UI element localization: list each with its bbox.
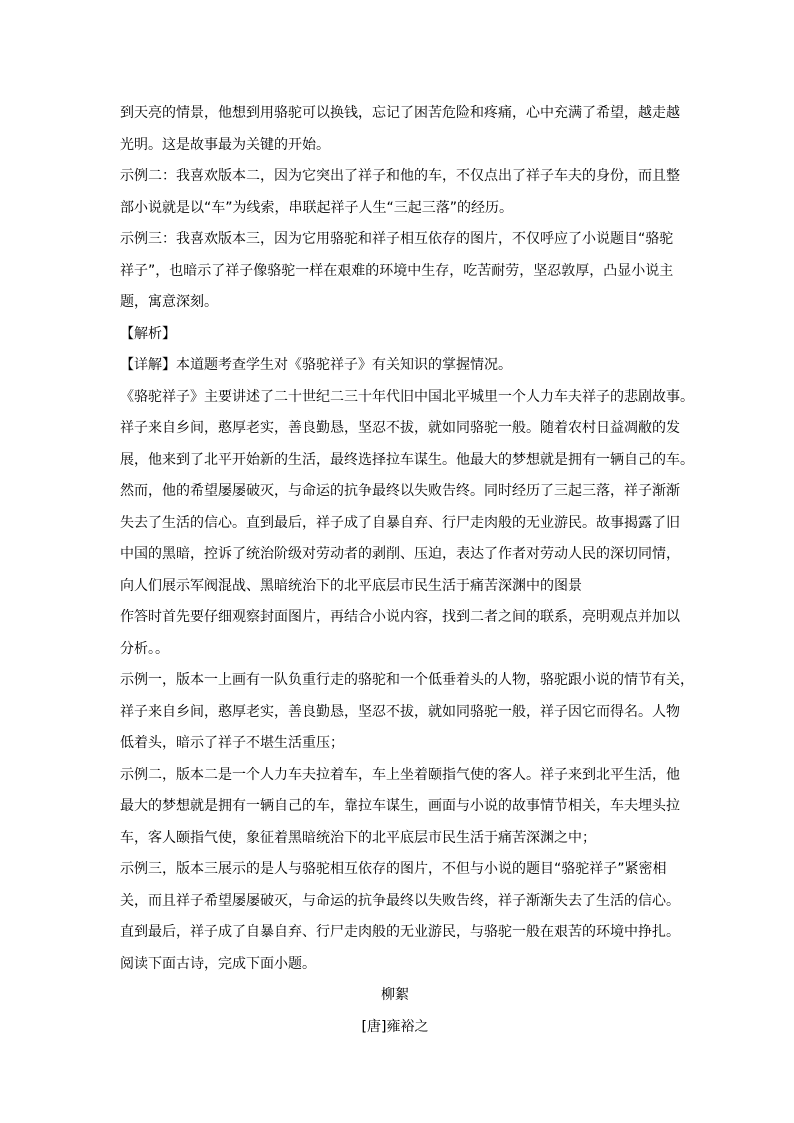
text-line: 祥子来自乡间，憨厚老实，善良勤恳，坚忍不拔，就如同骆驼一般。随着农村日益凋敝的发	[120, 420, 680, 436]
text-line: 车，客人颐指气使，象征着黑暗统治下的北平底层市民生活于痛苦深渊之中；	[120, 829, 596, 846]
text-line: 示例二，版本二是一个人力车夫拉着车，车上坐着颐指气使的客人。祥子来到北平生活，他	[120, 766, 680, 783]
text-line: 最大的梦想就是拥有一辆自己的车，靠拉车谋生，画面与小说的故事情节相关，车夫埋头拉	[120, 798, 680, 814]
text-line: 《骆驼祥子》主要讲述了二十世纪二三十年代旧中国北平城里一个人力车夫祥子的悲剧故事。	[120, 388, 694, 405]
text-line: 祥子”，也暗示了祥子像骆驼一样在艰难的环境中生存，吃苦耐劳，坚忍敦厚，凸显小说主	[120, 262, 674, 279]
text-line: 中国的黑暗，控诉了统治阶级对劳动者的剥削、压迫，表达了作者对劳动人民的深切同情，	[120, 546, 680, 562]
analysis-heading: 【解析】	[120, 325, 176, 342]
text-line: 分析。。	[120, 640, 169, 657]
text-line: 题，寓意深刻。	[120, 294, 218, 310]
text-line: 作答时首先要仔细观察封面图片，再结合小说内容，找到二者之间的联系，亮明观点并加以	[120, 609, 680, 625]
text-line: 部小说就是以“车”为线索，串联起祥子人生“三起三落”的经历。	[120, 199, 514, 216]
instruction-line: 阅读下面古诗，完成下面小题。	[120, 955, 316, 972]
poem-title: 柳絮	[381, 987, 409, 1003]
text-line: 然而，他的希望屡屡破灭，与命运的抗争最终以失败告终。同时经历了三起三落，祥子渐渐	[120, 483, 680, 499]
detail-heading-line: 【详解】本道题考查学生对《骆驼祥子》有关知识的掌握情况。	[120, 357, 512, 373]
text-line: 光明。这是故事最为关键的开始。	[120, 136, 330, 153]
text-line: 示例一，版本一上画有一队负重行走的骆驼和一个低垂着头的人物，骆驼跟小说的情节有关，	[120, 672, 694, 688]
text-line: 示例三，版本三展示的是人与骆驼相互依存的图片，不但与小说的题目“骆驼祥子”紧密相	[120, 861, 667, 877]
text-line: 示例三：我喜欢版本三，因为它用骆驼和祥子相互依存的图片，不仅呼应了小说题目“骆驼	[120, 231, 674, 247]
text-line: 向人们展示军阀混战、黑暗统治下的北平底层市民生活于痛苦深渊中的图景	[120, 577, 582, 594]
text-line: 到天亮的情景，他想到用骆驼可以换钱，忘记了困苦危险和疼痛，心中充满了希望，越走越	[120, 105, 680, 121]
text-line: 失去了生活的信心。直到最后，祥子成了自暴自弃、行尸走肉般的无业游民。故事揭露了旧	[120, 514, 680, 531]
poem-author: [唐]雍裕之	[361, 1018, 429, 1035]
text-line: 祥子来自乡间，憨厚老实，善良勤恳，坚忍不拔，就如同骆驼一般，祥子因它而得名。人物	[120, 703, 680, 720]
text-line: 示例二：我喜欢版本二，因为它突出了祥子和他的车，不仅点出了祥子车夫的身份，而且整	[120, 168, 680, 184]
text-line: 低着头，暗示了祥子不堪生活重压；	[120, 735, 344, 751]
document-body	[120, 98, 694, 1043]
text-line: 展，他来到了北平开始新的生活，最终选择拉车谋生。他最大的梦想就是拥有一辆自己的车。	[120, 451, 694, 468]
text-line: 关，而且祥子希望屡屡破灭，与命运的抗争最终以失败告终，祥子渐渐失去了生活的信心。	[120, 892, 680, 909]
text-line: 直到最后，祥子成了自暴自弃、行尸走肉般的无业游民，与骆驼一般在艰苦的环境中挣扎。	[120, 924, 680, 940]
